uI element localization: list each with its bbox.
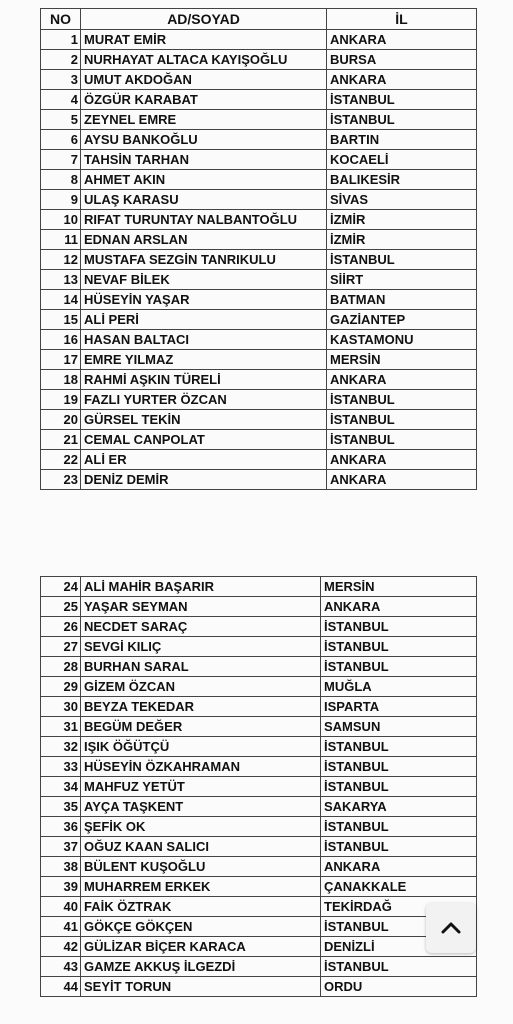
- row-city: İSTANBUL: [327, 250, 477, 270]
- table-row: [41, 677, 477, 697]
- row-name: ÖZGÜR KARABAT: [81, 90, 327, 110]
- row-number: 4: [41, 90, 81, 110]
- chevron-up-icon: [440, 921, 462, 935]
- row-number: 41: [41, 917, 81, 937]
- table-row: [41, 637, 477, 657]
- row-name: NECDET SARAÇ: [81, 617, 321, 637]
- table-row: [41, 310, 477, 330]
- row-number: 1: [41, 30, 81, 50]
- table-header: [41, 9, 477, 30]
- row-number: 25: [41, 597, 81, 617]
- row-city: DENİZLİ: [321, 937, 477, 957]
- row-city: KASTAMONU: [327, 330, 477, 350]
- row-number: 3: [41, 70, 81, 90]
- row-city: İSTANBUL: [321, 817, 477, 837]
- row-name: UMUT AKDOĞAN: [81, 70, 327, 90]
- row-name: HASAN BALTACI: [81, 330, 327, 350]
- table-row: [41, 410, 477, 430]
- row-name: OĞUZ KAAN SALICI: [81, 837, 321, 857]
- row-number: 31: [41, 717, 81, 737]
- table-row: [41, 657, 477, 677]
- row-number: 34: [41, 777, 81, 797]
- table-row: [41, 50, 477, 70]
- row-number: 29: [41, 677, 81, 697]
- row-number: 38: [41, 857, 81, 877]
- row-name: EDNAN ARSLAN: [81, 230, 327, 250]
- table-row: [41, 597, 477, 617]
- row-name: AYSU BANKOĞLU: [81, 130, 327, 150]
- table-row: [41, 450, 477, 470]
- row-number: 42: [41, 937, 81, 957]
- table-row: [41, 917, 477, 937]
- row-city: İSTANBUL: [321, 757, 477, 777]
- table-row: [41, 330, 477, 350]
- table-row: [41, 210, 477, 230]
- table-row: [41, 90, 477, 110]
- table-row: [41, 837, 477, 857]
- table-row: [41, 470, 477, 490]
- row-city: İSTANBUL: [327, 90, 477, 110]
- table-row: [41, 170, 477, 190]
- row-city: İSTANBUL: [321, 617, 477, 637]
- row-name: MURAT EMİR: [81, 30, 327, 50]
- table-row: [41, 797, 477, 817]
- row-number: 24: [41, 577, 81, 597]
- row-city: ANKARA: [327, 30, 477, 50]
- row-number: 30: [41, 697, 81, 717]
- row-name: BÜLENT KUŞOĞLU: [81, 857, 321, 877]
- row-number: 9: [41, 190, 81, 210]
- row-number: 40: [41, 897, 81, 917]
- table-row: [41, 737, 477, 757]
- row-city: ANKARA: [327, 450, 477, 470]
- row-name: GÜRSEL TEKİN: [81, 410, 327, 430]
- row-city: İSTANBUL: [321, 737, 477, 757]
- row-name: IŞIK ÖĞÜTÇÜ: [81, 737, 321, 757]
- row-number: 43: [41, 957, 81, 977]
- row-name: FAZLI YURTER ÖZCAN: [81, 390, 327, 410]
- row-city: MUĞLA: [321, 677, 477, 697]
- row-name: ALİ ER: [81, 450, 327, 470]
- row-number: 35: [41, 797, 81, 817]
- header-no: NO: [41, 9, 81, 30]
- table-row: [41, 617, 477, 637]
- table-row: [41, 957, 477, 977]
- row-city: MERSİN: [327, 350, 477, 370]
- row-city: MERSİN: [321, 577, 477, 597]
- table-row: [41, 430, 477, 450]
- row-number: 14: [41, 290, 81, 310]
- row-number: 36: [41, 817, 81, 837]
- row-number: 28: [41, 657, 81, 677]
- row-city: İSTANBUL: [321, 837, 477, 857]
- table-row: [41, 290, 477, 310]
- row-city: İSTANBUL: [321, 777, 477, 797]
- row-number: 18: [41, 370, 81, 390]
- table-row: [41, 110, 477, 130]
- table-row: [41, 30, 477, 50]
- row-number: 10: [41, 210, 81, 230]
- row-number: 26: [41, 617, 81, 637]
- row-number: 5: [41, 110, 81, 130]
- row-city: GAZİANTEP: [327, 310, 477, 330]
- table-row: [41, 390, 477, 410]
- table-row: [41, 270, 477, 290]
- row-name: SEYİT TORUN: [81, 977, 321, 997]
- row-number: 27: [41, 637, 81, 657]
- table-row: [41, 857, 477, 877]
- row-number: 12: [41, 250, 81, 270]
- row-city: ANKARA: [327, 370, 477, 390]
- table-row: [41, 150, 477, 170]
- row-city: SİVAS: [327, 190, 477, 210]
- row-city: BARTIN: [327, 130, 477, 150]
- table-row: [41, 697, 477, 717]
- row-city: SAMSUN: [321, 717, 477, 737]
- row-name: HÜSEYİN YAŞAR: [81, 290, 327, 310]
- row-city: ANKARA: [327, 470, 477, 490]
- row-name: EMRE YILMAZ: [81, 350, 327, 370]
- row-name: ALİ PERİ: [81, 310, 327, 330]
- row-name: ULAŞ KARASU: [81, 190, 327, 210]
- table-row: [41, 370, 477, 390]
- row-name: MUHARREM ERKEK: [81, 877, 321, 897]
- row-name: RAHMİ AŞKIN TÜRELİ: [81, 370, 327, 390]
- table-row: [41, 70, 477, 90]
- row-city: ISPARTA: [321, 697, 477, 717]
- row-number: 21: [41, 430, 81, 450]
- table-row: [41, 130, 477, 150]
- row-city: SİİRT: [327, 270, 477, 290]
- table-row: [41, 757, 477, 777]
- row-name: TAHSİN TARHAN: [81, 150, 327, 170]
- row-number: 7: [41, 150, 81, 170]
- row-number: 2: [41, 50, 81, 70]
- row-city: ANKARA: [321, 857, 477, 877]
- table-row: [41, 897, 477, 917]
- row-city: KOCAELİ: [327, 150, 477, 170]
- row-city: İSTANBUL: [327, 410, 477, 430]
- row-city: İSTANBUL: [327, 390, 477, 410]
- row-number: 23: [41, 470, 81, 490]
- row-city: İSTANBUL: [321, 957, 477, 977]
- row-city: İSTANBUL: [327, 110, 477, 130]
- table-row: [41, 190, 477, 210]
- table-row: [41, 937, 477, 957]
- row-city: İSTANBUL: [321, 917, 477, 937]
- row-name: DENİZ DEMİR: [81, 470, 327, 490]
- row-city: İSTANBUL: [321, 637, 477, 657]
- table-row: [41, 717, 477, 737]
- row-number: 19: [41, 390, 81, 410]
- row-number: 8: [41, 170, 81, 190]
- table-row: [41, 777, 477, 797]
- table-row: [41, 577, 477, 597]
- header-name: AD/SOYAD: [81, 9, 327, 30]
- candidate-table-1: [40, 8, 477, 490]
- row-number: 20: [41, 410, 81, 430]
- row-city: TEKİRDAĞ: [321, 897, 477, 917]
- row-name: AYÇA TAŞKENT: [81, 797, 321, 817]
- row-city: ANKARA: [321, 597, 477, 617]
- row-name: BURHAN SARAL: [81, 657, 321, 677]
- header-city: İL: [327, 9, 477, 30]
- row-number: 16: [41, 330, 81, 350]
- row-name: ŞEFİK OK: [81, 817, 321, 837]
- candidate-table-2: [40, 576, 477, 997]
- row-name: RIFAT TURUNTAY NALBANTOĞLU: [81, 210, 327, 230]
- row-name: BEGÜM DEĞER: [81, 717, 321, 737]
- row-name: FAİK ÖZTRAK: [81, 897, 321, 917]
- row-number: 17: [41, 350, 81, 370]
- row-number: 11: [41, 230, 81, 250]
- row-number: 33: [41, 757, 81, 777]
- row-number: 32: [41, 737, 81, 757]
- row-city: SAKARYA: [321, 797, 477, 817]
- row-city: ÇANAKKALE: [321, 877, 477, 897]
- row-city: ORDU: [321, 977, 477, 997]
- row-city: İSTANBUL: [321, 657, 477, 677]
- row-name: ALİ MAHİR BAŞARIR: [81, 577, 321, 597]
- row-city: İZMİR: [327, 210, 477, 230]
- row-city: İZMİR: [327, 230, 477, 250]
- table-row: [41, 877, 477, 897]
- row-number: 6: [41, 130, 81, 150]
- row-name: CEMAL CANPOLAT: [81, 430, 327, 450]
- row-name: AHMET AKIN: [81, 170, 327, 190]
- row-name: MUSTAFA SEZGİN TANRIKULU: [81, 250, 327, 270]
- row-name: NEVAF BİLEK: [81, 270, 327, 290]
- row-city: İSTANBUL: [327, 430, 477, 450]
- row-number: 22: [41, 450, 81, 470]
- table-row: [41, 250, 477, 270]
- row-name: NURHAYAT ALTACA KAYIŞOĞLU: [81, 50, 327, 70]
- row-number: 13: [41, 270, 81, 290]
- table-row: [41, 817, 477, 837]
- row-name: GÖKÇE GÖKÇEN: [81, 917, 321, 937]
- scroll-to-top-button[interactable]: [426, 903, 476, 953]
- row-number: 44: [41, 977, 81, 997]
- table-row: [41, 977, 477, 997]
- row-city: BALIKESİR: [327, 170, 477, 190]
- row-name: BEYZA TEKEDAR: [81, 697, 321, 717]
- row-city: BURSA: [327, 50, 477, 70]
- row-city: BATMAN: [327, 290, 477, 310]
- row-name: YAŞAR SEYMAN: [81, 597, 321, 617]
- row-name: MAHFUZ YETÜT: [81, 777, 321, 797]
- row-name: ZEYNEL EMRE: [81, 110, 327, 130]
- row-city: ANKARA: [327, 70, 477, 90]
- table-row: [41, 230, 477, 250]
- row-number: 37: [41, 837, 81, 857]
- row-name: HÜSEYİN ÖZKAHRAMAN: [81, 757, 321, 777]
- row-number: 15: [41, 310, 81, 330]
- row-name: GAMZE AKKUŞ İLGEZDİ: [81, 957, 321, 977]
- row-number: 39: [41, 877, 81, 897]
- row-name: GÜLİZAR BİÇER KARACA: [81, 937, 321, 957]
- row-name: SEVGİ KILIÇ: [81, 637, 321, 657]
- row-name: GİZEM ÖZCAN: [81, 677, 321, 697]
- table-row: [41, 350, 477, 370]
